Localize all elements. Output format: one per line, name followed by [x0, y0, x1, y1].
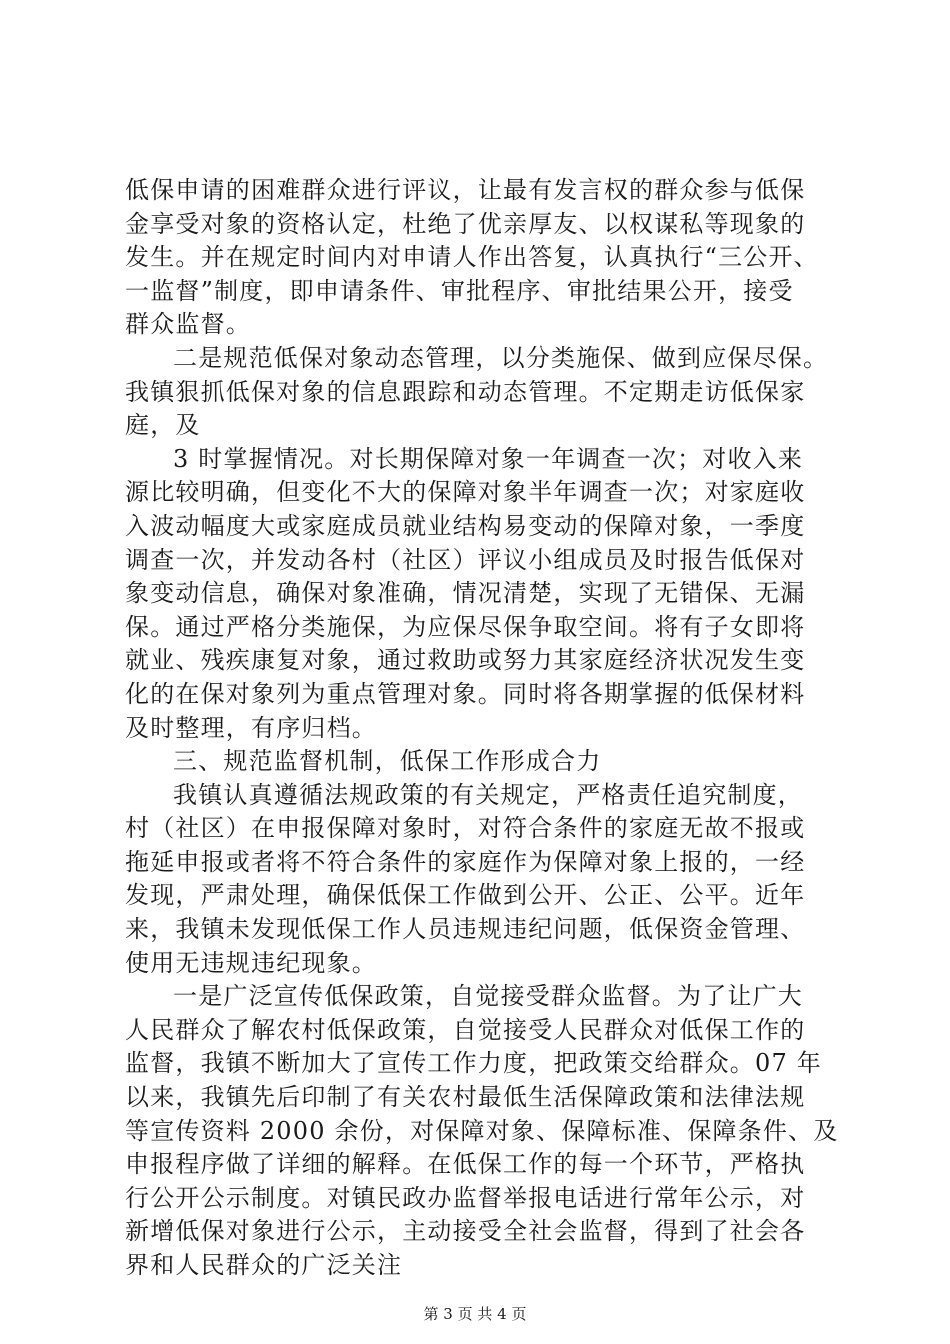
text-line: 申报程序做了详细的解释。在低保工作的每一个环节，严格执: [125, 1150, 806, 1179]
text-line: 象变动信息，确保对象准确，情况清楚，实现了无错保、无漏: [125, 579, 806, 608]
text-line: 拖延申报或者将不符合条件的家庭作为保障对象上报的，一经: [125, 847, 806, 876]
text-line: 我镇狠抓低保对象的信息跟踪和动态管理。不定期走访低保家: [125, 377, 806, 406]
text-line: 入波动幅度大或家庭成员就业结构易变动的保障对象，一季度: [125, 511, 806, 540]
text-line: 低保申请的困难群众进行评议，让最有发言权的群众参与低保: [125, 176, 806, 204]
text-line: 发生。并在规定时间内对申请人作出答复，认真执行“三公开、: [125, 243, 819, 272]
text-line: 发现，严肃处理，确保低保工作做到公开、公正、公平。近年: [125, 881, 806, 910]
text-line: 等宣传资料 2000 余份，对保障对象、保障标准、保障条件、及: [125, 1116, 839, 1145]
text-line: 监督，我镇不断加大了宣传工作力度，把政策交给群众。07 年: [125, 1049, 822, 1078]
text-line: 来，我镇未发现低保工作人员违规违纪问题，低保资金管理、: [125, 915, 806, 944]
text-line: 以来，我镇先后印制了有关农村最低生活保障政策和法律法规: [125, 1083, 806, 1112]
text-line: 及时整理，有序归档。: [125, 713, 377, 742]
page-number-footer: 第 3 页 共 4 页: [423, 1305, 527, 1323]
text-line: 行公开公示制度。对镇民政办监督举报电话进行常年公示，对: [125, 1183, 806, 1212]
text-line: 源比较明确，但变化不大的保障对象半年调查一次；对家庭收: [125, 478, 806, 507]
body-text: [125, 174, 845, 1283]
text-line: 一监督”制度，即申请条件、审批程序、审批结果公开，接受: [125, 276, 794, 305]
text-line: 庭，及: [125, 411, 201, 440]
section-heading: 三、规范监督机制，低保工作形成合力: [173, 747, 602, 776]
paragraph-start-line: 3 时掌握情况。对长期保障对象一年调查一次；对收入来: [173, 444, 804, 473]
paragraph-start-line: 一是广泛宣传低保政策，自觉接受群众监督。为了让广大: [173, 982, 803, 1011]
paragraph-start-line: 二是规范低保对象动态管理，以分类施保、做到应保尽保。: [173, 343, 829, 372]
text-line: 就业、残疾康复对象，通过救助或努力其家庭经济状况发生变: [125, 646, 806, 675]
text-line: 界和人民群众的广泛关注: [125, 1251, 403, 1279]
text-line: 村（社区）在申报保障对象时，对符合条件的家庭无故不报或: [125, 814, 806, 843]
text-line: 使用无违规违纪现象。: [125, 948, 377, 977]
text-line: 人民群众了解农村低保政策，自觉接受人民群众对低保工作的: [125, 1015, 806, 1044]
text-line: 新增低保对象进行公示，主动接受全社会监督，得到了社会各: [125, 1217, 806, 1246]
text-line: 化的在保对象列为重点管理对象。同时将各期掌握的低保材料: [125, 679, 806, 708]
paragraph-start-line: 我镇认真遵循法规政策的有关规定，严格责任追究制度，: [173, 780, 803, 809]
text-line: 群众监督。: [125, 310, 251, 339]
text-line: 调查一次，并发动各村（社区）评议小组成员及时报告低保对: [125, 545, 806, 574]
text-line: 保。通过严格分类施保，为应保尽保争取空间。将有子女即将: [125, 612, 806, 641]
text-line: 金享受对象的资格认定，杜绝了优亲厚友、以权谋私等现象的: [125, 209, 806, 238]
